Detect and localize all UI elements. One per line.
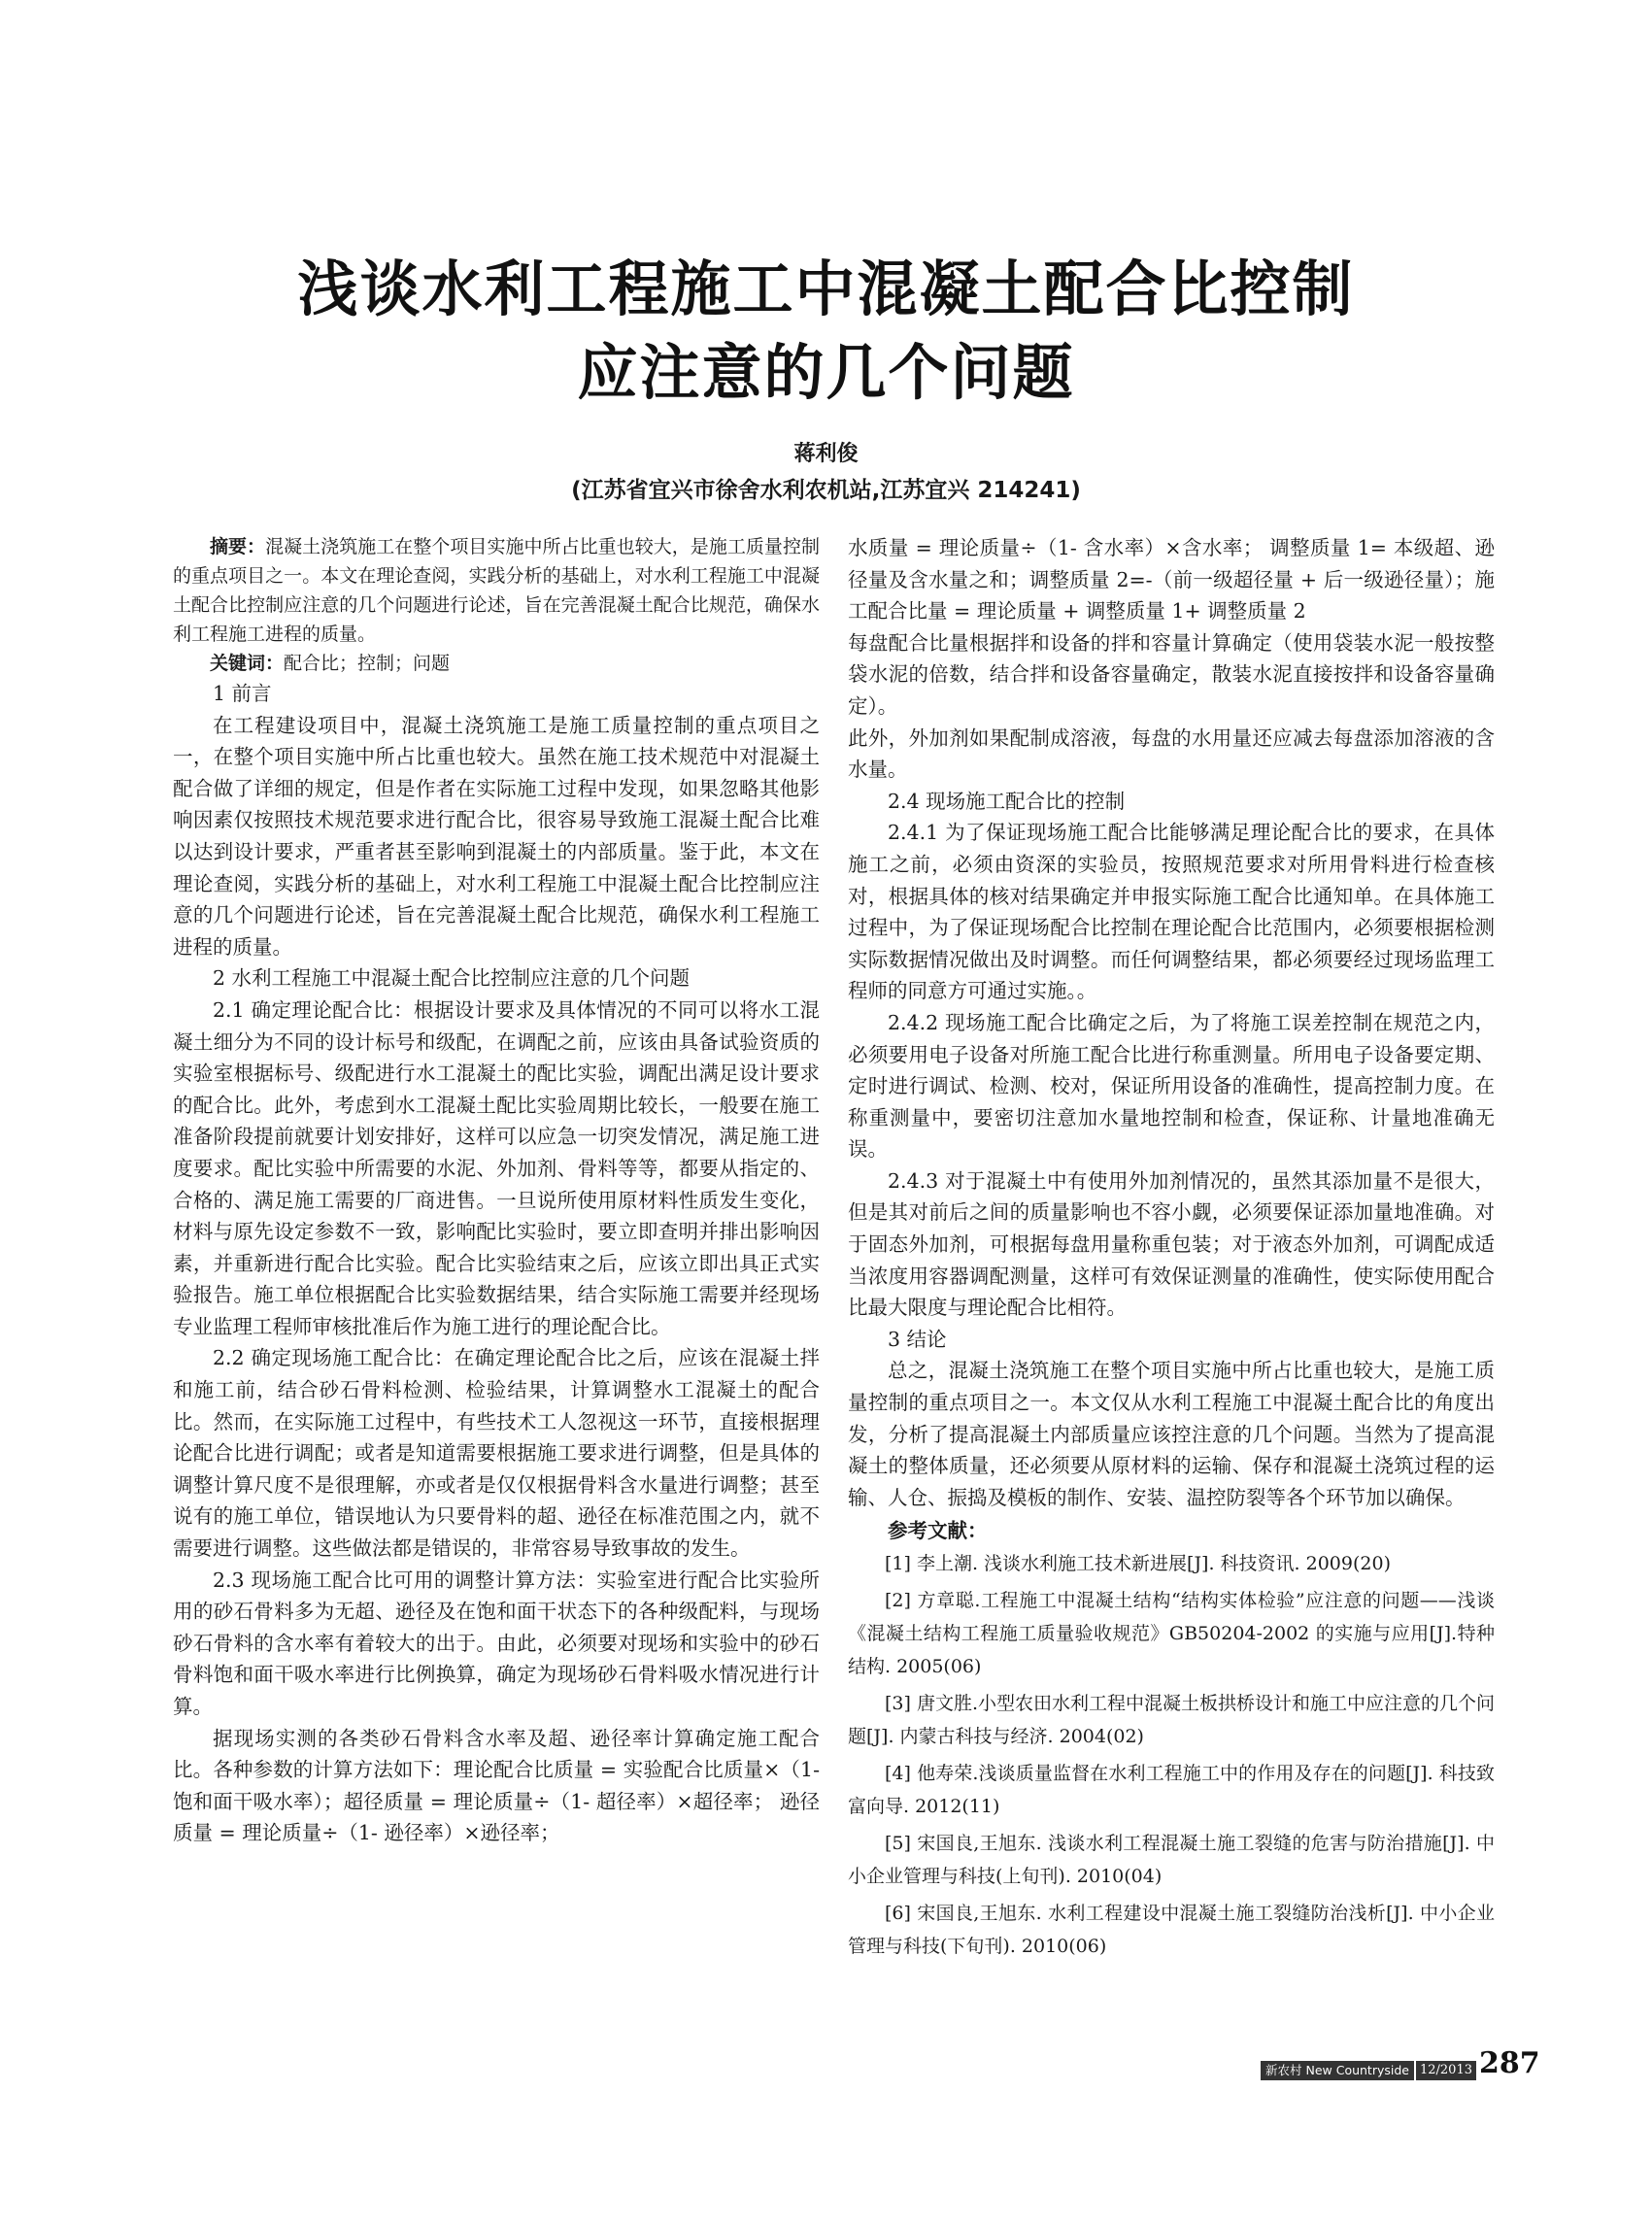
keywords-label: 关键词： <box>210 653 285 674</box>
paragraph-conclusion: 总之，混凝土浇筑施工在整个项目实施中所占比重也较大，是施工质量控制的重点项目之一。本文仅从水利工程施工中混凝土配合比的角度出发，分析了提高混凝土内部质量应该控注意的几个问题。当然为了提高混凝土的整体质量，还必须要从原材料的运输、保存和混凝土浇筑过程的运输、人仓、振捣及模板的制作、安装、温控防裂等各个环节加以确保。 <box>848 1359 1495 1509</box>
author-affiliation: (江苏省宜兴市徐舍水利农机站,江苏宜兴 214241) <box>571 478 1081 503</box>
section-heading-2: 2 水利工程施工中混凝土配合比控制应注意的几个问题 <box>213 966 691 991</box>
section-heading-3: 3 结论 <box>888 1327 947 1351</box>
reference-item: [2] 方章聪.工程施工中混凝土结构“结构实体检验”应注意的问题——浅谈《混凝土结构工程施工质量验收规范》GB50204-2002 的实施与应用[J].特种结构. 2005(06) <box>848 1590 1495 1677</box>
paragraph-2-4-3: 2.4.3 对于混凝土中有使用外加剂情况的，虽然其添加量不是很大，但是其对前后之间的质量影响也不容小觑，必须要保证添加量地准确。对于固态外加剂，可根据每盘用量称重包装；对于液态外加剂，可调配成适当浓度用容器调配测量，这样可有效保证测量的准确性，使实际使用配合比最大限度与理论配合比相符。 <box>848 1168 1495 1320</box>
paragraph-introduction: 在工程建设项目中，混凝土浇筑施工是施工质量控制的重点项目之一，在整个项目实施中所占比重也较大。虽然在施工技术规范中对混凝土配合做了详细的规定，但是作者在实际施工过程中发现，如果忽略其他影响因素仅按照技术规范要求进行配合比，很容易导致施工混凝土配合比难以达到设计要求，严重者甚至影响到混凝土的内部质量。鉴于此，本文在理论查阅，实践分析的基础上，对水利工程施工中混凝土配合比控制应注意的几个问题进行论述，旨在完善混凝土配合比规范，确保水利工程施工进程的质量。 <box>173 713 820 959</box>
references-heading: 参考文献： <box>888 1519 988 1543</box>
page-footer <box>1261 2047 1540 2080</box>
article-title-line-2: 应注意的几个问题 <box>577 337 1075 408</box>
left-column <box>173 532 820 2028</box>
paragraph-2-4-1: 2.4.1 为了保证现场施工配合比能够满足理论配合比的要求，在具体施工之前，必须由资深的实验员，按照规范要求对所用骨料进行检查核对，根据具体的核对结果确定并申报实际施工配合比通知单。在具体施工过程中，为了保证现场配合比控制在理论配合比范围内，必须要根据检测实际数据情况做出及时调整。而任何调整结果，都必须要经过现场监理工程师的同意方可通过实施。。 <box>848 821 1495 1003</box>
section-heading-2-4: 2.4 现场施工配合比的控制 <box>888 789 1126 813</box>
right-column <box>848 532 1495 2028</box>
section-heading-1: 1 前言 <box>213 682 272 705</box>
keywords-text: 配合比；控制；问题 <box>284 653 451 674</box>
paragraph-formulas-continued: 水质量 = 理论质量÷（1- 含水率）×含水率； 调整质量 1= 本级超、逊径量及含水量之和；调整质量 2=-（前一级超径量 + 后一级逊径量）；施工配合比量 = 理论质量 + 调整质量 1+ 调整质量 2 <box>848 536 1495 624</box>
paragraph-2-2: 2.2 确定现场施工配合比：在确定理论配合比之后，应该在混凝土拌和施工前，结合砂石骨料检测、检验结果，计算调整水工混凝土的配合比。然而，在实际施工过程中，有些技术工人忽视这一环节，直接根据理论配合比进行调配；或者是知道需要根据施工要求进行调整，但是具体的调整计算尺度不是很理解，亦或者是仅仅根据骨料含水量进行调整；甚至说有的施工单位，错误地认为只要骨料的超、逊径在标准范围之内，就不需要进行调整。这些做法都是错误的，非常容易导致事故的发生。 <box>173 1346 820 1561</box>
abstract-text: 混凝土浇筑施工在整个项目实施中所占比重也较大，是施工质量控制的重点项目之一。本文在理论查阅，实践分析的基础上，对水利工程施工中混凝土配合比控制应注意的几个问题进行论述，旨在完善混凝土配合比规范，确保水利工程施工进程的质量。 <box>173 536 820 645</box>
abstract-label: 摘要： <box>210 536 266 557</box>
reference-item: [6] 宋国良,王旭东. 水利工程建设中混凝土施工裂缝防治浅析[J]. 中小企业管理与科技(下旬刊). 2010(06) <box>848 1903 1495 1957</box>
paragraph-2-3-formulas: 据现场实测的各类砂石骨料含水率及超、逊径率计算确定施工配合比。各种参数的计算方法如下：理论配合比质量 = 实验配合比质量×（1- 饱和面干吸水率）；超径质量 = 理论质量÷（1- 超径率）×超径率； 逊径质量 = 理论质量÷（1- 逊径率）×逊径率； <box>173 1726 820 1845</box>
article-title-line-1: 浅谈水利工程施工中混凝土配合比控制 <box>297 253 1355 324</box>
reference-item: [4] 他寿荣.浅谈质量监督在水利工程施工中的作用及存在的问题[J]. 科技致富向导. 2012(11) <box>848 1763 1495 1817</box>
paragraph-2-1: 2.1 确定理论配合比：根据设计要求及具体情况的不同可以将水工混凝土细分为不同的设计标号和级配，在调配之前，应该由具备试验资质的实验室根据标号、级配进行水工混凝土的配比实验，调配出满足设计要求的配合比。此外，考虑到水工混凝土配比实验周期比较长，一般要在施工准备阶段提前就要计划安排好，这样可以应急一切突发情况，满足施工进度要求。配比实验中所需要的水泥、外加剂、骨料等等，都要从指定的、合格的、满足施工需要的厂商进售。一旦说所使用原材料性质发生变化，材料与原先设定参数不一致，影响配比实验时，要立即查明并排出影响因素，并重新进行配合比实验。配合比实验结束之后，应该立即出具正式实验报告。施工单位根据配合比实验数据结果，结合实际施工需要并经现场专业监理工程师审核批准后作为施工进行的理论配合比。 <box>173 997 820 1338</box>
paragraph-2-4-2: 2.4.2 现场施工配合比确定之后，为了将施工误差控制在规范之内，必须要用电子设备对所施工配合比进行称重测量。所用电子设备要定期、定时进行调试、检测、校对，保证所用设备的准确性，提高控制力度。在称重测量中，要密切注意加水量地控制和检查，保证称、计量地准确无误。 <box>848 1010 1495 1162</box>
page-number: 287 <box>1479 2046 1540 2080</box>
reference-item: [5] 宋国良,王旭东. 浅谈水利工程混凝土施工裂缝的危害与防治措施[J]. 中小企业管理与科技(上旬刊). 2010(04) <box>848 1833 1495 1887</box>
journal-name: 新农村 New Countryside <box>1261 2061 1414 2080</box>
keywords <box>173 649 820 678</box>
abstract <box>173 532 820 649</box>
paragraph-batch-quantity: 每盘配合比量根据拌和设备的拌和容量计算确定（使用袋装水泥一般按整袋水泥的倍数，结合拌和设备容量确定，散装水泥直接按拌和设备容量确定）。 <box>848 630 1495 718</box>
reference-item: [3] 唐文胜.小型农田水利工程中混凝土板拱桥设计和施工中应注意的几个问题[J]. 内蒙古科技与经济. 2004(02) <box>848 1693 1495 1747</box>
journal-issue: 12/2013 <box>1416 2061 1476 2080</box>
paragraph-2-3: 2.3 现场施工配合比可用的调整计算方法：实验室进行配合比实验所用的砂石骨料多为无超、逊径及在饱和面干状态下的各种级配料，与现场砂石骨料的含水率有着较大的出于。由此，必须要对现场和实验中的砂石骨料饱和面干吸水率进行比例换算，确定为现场砂石骨料吸水情况进行计算。 <box>173 1568 820 1718</box>
author-name: 蒋利俊 <box>793 442 859 466</box>
paragraph-admixture-solution: 此外，外加剂如果配制成溶液，每盘的水用量还应减去每盘添加溶液的含水量。 <box>848 725 1495 782</box>
reference-item: [1] 李上潮. 浅谈水利施工技术新进展[J]. 科技资讯. 2009(20) <box>885 1553 1391 1574</box>
